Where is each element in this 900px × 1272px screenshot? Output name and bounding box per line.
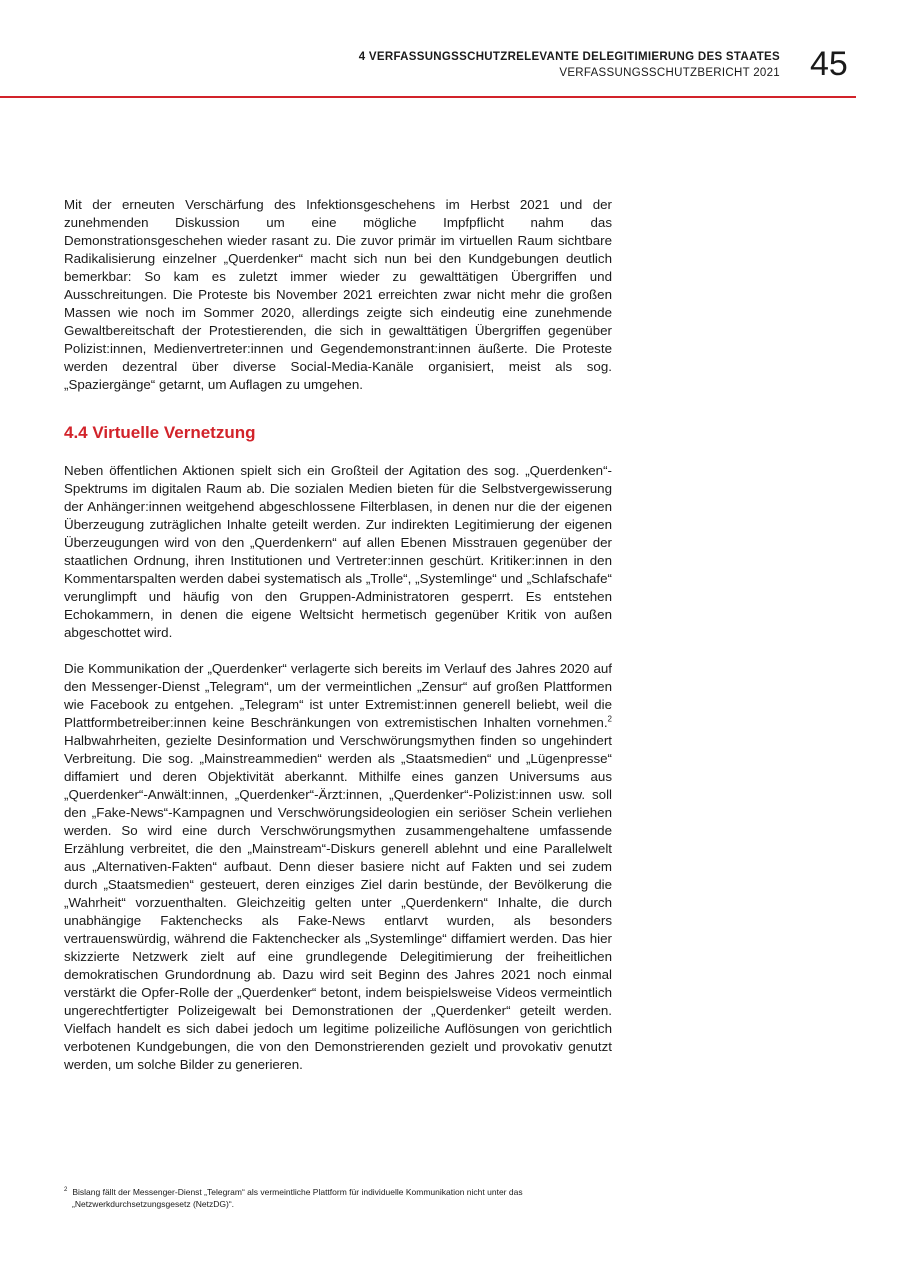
chapter-title: 4 VERFASSUNGSSCHUTZRELEVANTE DELEGITIMIERUNG DES STAATES [358, 51, 780, 63]
footnote-line-1 [64, 1186, 604, 1198]
paragraph-telegram-part1: Die Kommunikation der „Querdenker“ verlagerte sich bereits im Verlauf des Jahres 2020 auf den Messenger-Dienst „Telegram“, um der vermeintlichen „Zensur“ auf großen Plattformen wie Facebook zu entgehen. „Telegram“ ist unter Extremist:innen generell beliebt, weil die Plattformbetreiber:innen keine Beschränkungen von extremistischen Inhalten vornehmen. [64, 661, 612, 730]
footnote [64, 1186, 604, 1210]
header-divider [0, 96, 856, 98]
footnote-reference[interactable]: 2 [607, 714, 612, 724]
report-title: VERFASSUNGSSCHUTZBERICHT 2021 [559, 67, 780, 79]
footnote-text-1: Bislang fällt der Messenger-Dienst „Telegram“ als vermeintliche Plattform für individuelle Kommunikation nicht unter das [72, 1187, 523, 1197]
main-content [64, 196, 612, 1074]
paragraph-telegram [64, 660, 612, 1074]
running-header [359, 50, 780, 81]
section-heading: 4.4 Virtuelle Vernetzung [64, 423, 256, 442]
paragraph-protests: Mit der erneuten Verschärfung des Infektionsgeschehens im Herbst 2021 und der zunehmenden Diskussion um eine mögliche Impfpflicht nahm das Demonstrationsgeschehen wieder rasant zu. Die zuvor primär im virtuellen Raum sichtbare Radikalisierung einzelner „Querdenker“ macht sich nun bei den Kundgebungen deutlich bemerkbar: So kam es zuletzt immer wieder zu gewalttätigen Übergriffen und Ausschreitungen. Die Proteste bis November 2021 erreichten zwar nicht mehr die großen Massen wie noch im Sommer 2020, allerdings zeigte sich eindeutig eine zunehmende Gewaltbereitschaft der Protestierenden, die sich in gewalttätigen Übergriffen gegenüber Polizist:innen, Medienvertreter:innen und Gegendemonstrant:innen äußerte. Die Proteste werden dezentral über diverse Social-Media-Kanäle organisiert, meist als sog. „Spaziergänge“ getarnt, um Auflagen zu umgehen. [64, 197, 612, 392]
footnote-marker: 2 [64, 1187, 68, 1194]
page-number: 45 [810, 45, 848, 83]
paragraph-telegram-part2: Halbwahrheiten, gezielte Desinformation und Verschwörungsmythen finden so ungehindert Verbreitung. Die sog. „Mainstreammedien“ werden als „Staatsmedien“ und „Lügenpresse“ diffamiert und deren Objektivität aberkannt. Mithilfe eines ganzen Universums aus „Querdenker“-Anwält:innen, „Querdenker“-Ärzt:innen, „Querdenker“-Polizist:innen usw. soll den „Fake-News“-Kampagnen und Verschwörungsideologien ein seriöser Schein verliehen werden. So wird eine durch Verschwörungsmythen zusammengehaltene umfassende Erzählung verbreitet, die den „Mainstream“-Diskurs generell ablehnt und eine Parallelwelt aus „Alternativen-Fakten“ aufbaut. Denn dieser basiere nicht auf Fakten und sei zudem durch „Staatsmedien“ gesteuert, deren einziges Ziel darin bestünde, der Bevölkerung die „Wahrheit“ vorzuenthalten. Gleichzeitig gelten unter „Querdenkern“ Inhalte, die durch unabhängige Faktenchecks als Fake-News entlarvt wurden, als besonders vertrauenswürdig, während die Faktenchecker als „Systemlinge“ diffamiert werden. Das hier skizzierte Netzwerk zielt auf eine grundlegende Delegitimierung der freiheitlichen demokratischen Grundordnung ab. Dazu wird seit Beginn des Jahres 2021 noch einmal verstärkt die Opfer-Rolle der „Querdenker“ betont, indem beispielsweise Videos vermeintlich ungerechtfertigter Polizeigewalt bei Demonstrationen der „Querdenker“ geteilt werden. Vielfach handelt es sich dabei jedoch um legitime polizeiliche Auflösungen von gerichtlich verbotenen Kundgebungen, die von den Demonstrierenden gezielt und provokativ genutzt werden, um solche Bilder zu generieren. [64, 733, 612, 1072]
footnote-text-2: „Netzwerkdurchsetzungsgesetz (NetzDG)“. [72, 1199, 235, 1209]
paragraph-digital-agitation: Neben öffentlichen Aktionen spielt sich ein Großteil der Agitation des sog. „Querdenken“-Spektrums im digitalen Raum ab. Die sozialen Medien bieten für die Selbstvergewisserung der Anhänger:innen weitgehend abgeschlossene Filterblasen, in denen nur die der eigenen Überzeugung zuträglichen Inhalte geteilt werden. Zur indirekten Legitimierung der eigenen Überzeugungen wird von den „Querdenkern“ auf allen Ebenen Misstrauen gegenüber der staatlichen Ordnung, ihren Institutionen und Vertreter:innen geschürt. Kritiker:innen in den Kommentarspalten werden dabei systematisch als „Trolle“, „Systemlinge“ und „Schlafschafe“ verunglimpft und häufig von den Gruppen-Administratoren gesperrt. Es entstehen Echokammern, in denen die eigene Weltsicht hermetisch gegenüber Kritik von außen abgeschottet wird. [64, 463, 612, 640]
